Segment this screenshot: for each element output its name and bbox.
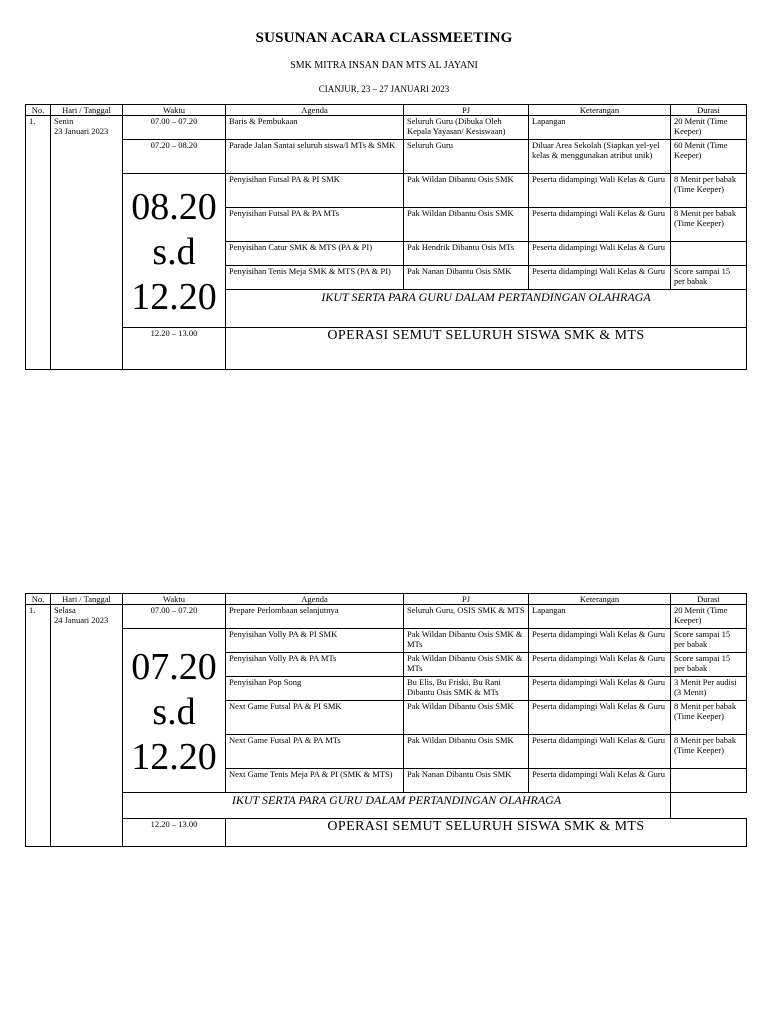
cell-pj: Pak Wildan Dibantu Osis SMK & MTs — [404, 629, 529, 653]
schedule-table-day1 — [25, 104, 747, 370]
table-row — [26, 140, 747, 174]
table-row-operasi — [26, 819, 747, 847]
table-header-row — [26, 105, 747, 116]
cell-keterangan: Peserta didampingi Wali Kelas & Guru — [529, 769, 671, 793]
col-pj: PJ — [404, 105, 529, 116]
table-header-row — [26, 594, 747, 605]
cell-durasi: 60 Menit (Time Keeper) — [671, 140, 747, 174]
col-agenda: Agenda — [226, 105, 404, 116]
cell-pj: Seluruh Guru (Dibuka Oleh Kepala Yayasan/ Kesiswaan) — [404, 116, 529, 140]
cell-keterangan: Peserta didampingi Wali Kelas & Guru — [529, 653, 671, 677]
cell-keterangan: Peserta didampingi Wali Kelas & Guru — [529, 242, 671, 266]
cell-durasi: 8 Menit per babak (Time Keeper) — [671, 174, 747, 208]
cell-agenda: Penyisihan Catur SMK & MTS (PA & PI) — [226, 242, 404, 266]
cell-waktu: 12.20 – 13.00 — [123, 328, 226, 370]
time-sd: s.d — [152, 691, 196, 733]
col-no: No. — [26, 105, 51, 116]
col-durasi: Durasi — [671, 594, 747, 605]
time-start: 07.20 — [131, 646, 217, 688]
cell-pj: Pak Nanan Dibantu Osis SMK — [404, 266, 529, 290]
operasi-semut: OPERASI SEMUT SELURUH SISWA SMK & MTS — [226, 328, 747, 370]
cell-durasi: 8 Menit per babak (Time Keeper) — [671, 701, 747, 735]
cell-pj: Pak Wildan Dibantu Osis SMK — [404, 701, 529, 735]
day-date: 23 Januari 2023 — [54, 126, 109, 137]
col-hari: Hari / Tanggal — [51, 594, 123, 605]
cell-durasi: 8 Menit per babak (Time Keeper) — [671, 735, 747, 769]
cell-pj: Pak Hendrik Dibantu Osis MTs — [404, 242, 529, 266]
cell-durasi: Score sampai 15 per babak — [671, 266, 747, 290]
cell-durasi: Score sampai 15 per babak — [671, 653, 747, 677]
cell-durasi: Score sampai 15 per babak — [671, 629, 747, 653]
cell-pj: Seluruh Guru — [404, 140, 529, 174]
col-hari: Hari / Tanggal — [51, 105, 123, 116]
cell-durasi: 20 Menit (Time Keeper) — [671, 116, 747, 140]
cell-keterangan: Diluar Area Sekolah (Siapkan yel-yel kelas & menggunakan atribut unik) — [529, 140, 671, 174]
cell-pj: Seluruh Guru, OSIS SMK & MTS — [404, 605, 529, 629]
cell-agenda: Penyisihan Volly PA & PA MTs — [226, 653, 404, 677]
cell-agenda: Baris & Pembukaan — [226, 116, 404, 140]
cell-agenda: Next Game Futsal PA & PA MTs — [226, 735, 404, 769]
row-day — [51, 605, 123, 847]
cell-keterangan: Peserta didampingi Wali Kelas & Guru — [529, 701, 671, 735]
cell-durasi — [671, 769, 747, 793]
teacher-note: IKUT SERTA PARA GURU DALAM PERTANDINGAN OLAHRAGA — [226, 290, 747, 328]
table-row-note — [26, 793, 747, 819]
col-no: No. — [26, 594, 51, 605]
cell-pj: Pak Wildan Dibantu Osis SMK — [404, 735, 529, 769]
operasi-semut: OPERASI SEMUT SELURUH SISWA SMK & MTS — [226, 819, 747, 847]
cell-agenda: Penyisihan Futsal PA & PI SMK — [226, 174, 404, 208]
cell-keterangan: Peserta didampingi Wali Kelas & Guru — [529, 174, 671, 208]
school-name: SMK MITRA INSAN DAN MTS AL JAYANI — [290, 60, 478, 71]
time-end: 12.20 — [131, 276, 217, 318]
time-range-big — [123, 174, 226, 328]
col-keterangan: Keterangan — [529, 594, 671, 605]
cell-pj: Pak Wildan Dibantu Osis SMK — [404, 208, 529, 242]
teacher-note: IKUT SERTA PARA GURU DALAM PERTANDINGAN OLAHRAGA — [123, 793, 671, 819]
table-row — [26, 629, 747, 653]
col-agenda: Agenda — [226, 594, 404, 605]
table-row-operasi — [26, 328, 747, 370]
row-no: 1. — [26, 116, 51, 370]
cell-waktu: 07.00 – 07.20 — [123, 116, 226, 140]
time-end: 12.20 — [131, 736, 217, 778]
schedule-table-day2 — [25, 593, 747, 847]
cell-agenda: Next Game Futsal PA & PI SMK — [226, 701, 404, 735]
cell-pj: Bu Elis, Bu Friski, Bu Rani Dibantu Osis SMK & MTs — [404, 677, 529, 701]
table-row — [26, 605, 747, 629]
cell-agenda: Penyisihan Tenis Meja SMK & MTS (PA & PI) — [226, 266, 404, 290]
cell-pj: Pak Wildan Dibantu Osis SMK — [404, 174, 529, 208]
time-range-big — [123, 629, 226, 793]
cell-keterangan: Peserta didampingi Wali Kelas & Guru — [529, 629, 671, 653]
col-pj: PJ — [404, 594, 529, 605]
cell-agenda: Penyisihan Futsal PA & PA MTs — [226, 208, 404, 242]
col-durasi: Durasi — [671, 105, 747, 116]
place-date: CIANJUR, 23 – 27 JANUARI 2023 — [318, 84, 450, 94]
col-waktu: Waktu — [123, 594, 226, 605]
cell-agenda: Penyisihan Pop Song — [226, 677, 404, 701]
col-keterangan: Keterangan — [529, 105, 671, 116]
cell-keterangan: Peserta didampingi Wali Kelas & Guru — [529, 677, 671, 701]
time-start: 08.20 — [131, 186, 217, 228]
row-day — [51, 116, 123, 370]
cell-durasi: 20 Menit (Time Keeper) — [671, 605, 747, 629]
time-sd: s.d — [152, 231, 196, 273]
day-name: Selasa — [54, 605, 76, 615]
cell-waktu: 07.20 – 08.20 — [123, 140, 226, 174]
row-no: 1. — [26, 605, 51, 847]
day-date: 24 Januari 2023 — [54, 615, 109, 626]
cell-agenda: Prepare Perlombaan selanjutnya — [226, 605, 404, 629]
col-waktu: Waktu — [123, 105, 226, 116]
cell-waktu: 12.20 – 13.00 — [123, 819, 226, 847]
table-row — [26, 174, 747, 208]
cell-agenda: Next Game Tenis Meja PA & PI (SMK & MTS) — [226, 769, 404, 793]
cell-pj: Pak Nanan Dibantu Osis SMK — [404, 769, 529, 793]
cell-keterangan: Peserta didampingi Wali Kelas & Guru — [529, 735, 671, 769]
cell-durasi: 8 Menit per babak (Time Keeper) — [671, 208, 747, 242]
table-row — [26, 116, 747, 140]
cell-keterangan: Peserta didampingi Wali Kelas & Guru — [529, 208, 671, 242]
document-title: SUSUNAN ACARA CLASSMEETING — [255, 30, 513, 46]
cell-agenda: Penyisihan Volly PA & PI SMK — [226, 629, 404, 653]
cell-agenda: Parade Jalan Santai seluruh siswa/I MTs & SMK — [226, 140, 404, 174]
cell-keterangan: Lapangan — [529, 605, 671, 629]
cell-keterangan: Lapangan — [529, 116, 671, 140]
cell-keterangan: Peserta didampingi Wali Kelas & Guru — [529, 266, 671, 290]
cell-pj: Pak Wildan Dibantu Osis SMK & MTs — [404, 653, 529, 677]
cell-waktu: 07.00 – 07.20 — [123, 605, 226, 629]
day-name: Senin — [54, 116, 74, 126]
cell-durasi: 3 Menit Per audisi (3 Menit) — [671, 677, 747, 701]
cell-durasi — [671, 242, 747, 266]
